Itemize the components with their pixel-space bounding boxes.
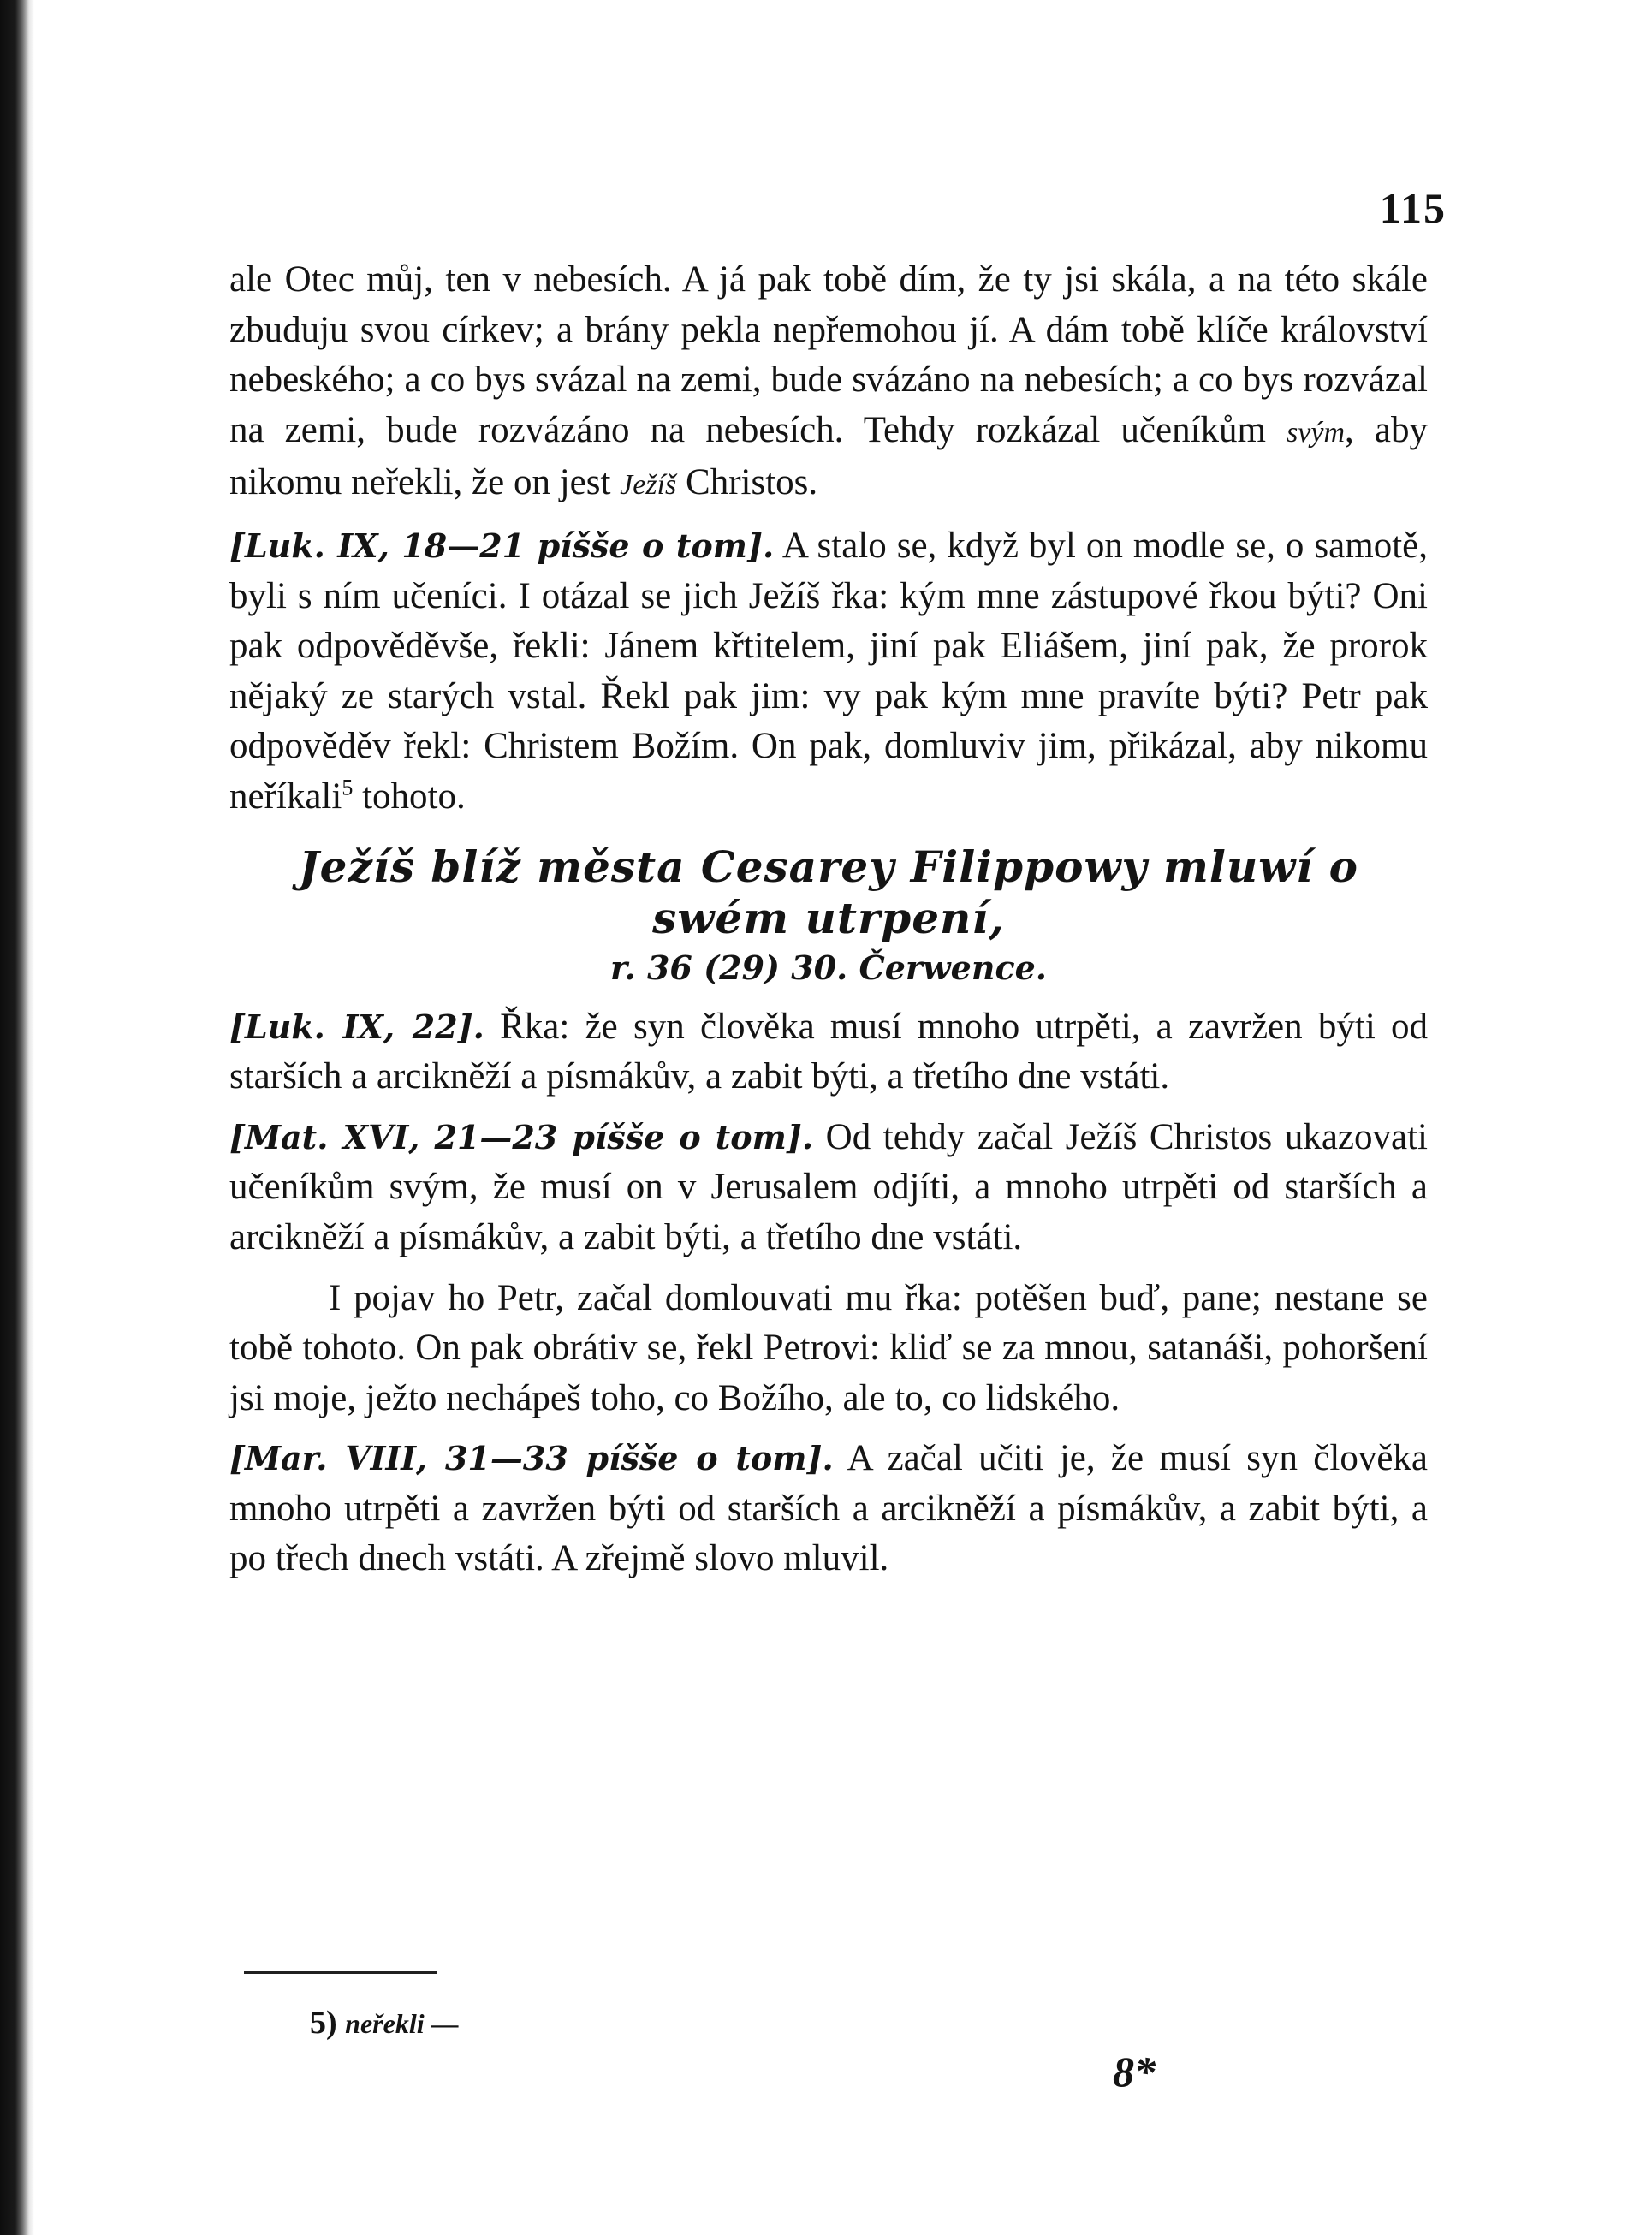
paragraph-1-text-end: Christos. bbox=[676, 462, 818, 503]
footnote-reference: 5 bbox=[342, 775, 354, 800]
section-date: r. 36 (29) 30. Čerwence. bbox=[609, 948, 1047, 987]
paragraph-2-text-end: tohoto. bbox=[353, 776, 466, 817]
page-number: 115 bbox=[1379, 184, 1447, 232]
paragraph-2-text: A stalo se, když byl on modle se, o samotě, byli s ním učeníci. I otázal se jich Ježíš řka: kým mne zástupové řkou býti? Oni pak odpověděvše, řekli: Jánem křtitelem, jiní pak Eliášem, jiní pak, že prorok nějaký ze starých vstal. Řekl pak jim: vy pak kým mne pravíte býti? Petr pak odpověděv řekl: Christem Božím. On pak, domluviv jim, přikázal, aby nikomu neříkali bbox=[229, 525, 1428, 817]
footnote-number: 5) bbox=[310, 2005, 337, 2041]
section-paragraph-3 bbox=[229, 1274, 1428, 1424]
section-paragraph-2-text: Od tehdy začal Ježíš Christos ukazovati učeníkům svým, že musí on v Jerusalem odjíti, a mnoho utrpěti od starších a arcikněží a písmákův, a zabit býti, a třetího dne vstáti. bbox=[229, 1116, 1428, 1257]
footnote-text: neřekli — bbox=[345, 2008, 459, 2039]
paragraph-1-text: ale Otec můj, ten v nebesích. A já pak tobě dím, že ty jsi skála, a na této skále zbuduju svou církev; a brány pekla nepřemohou jí. A dám tobě klíče království nebeského; a co bys svázal na zemi, bude svázáno na nebesích; a co bys rozvázal na zemi, bude rozvázáno na nebesích. Tehdy rozkázal učeníkům bbox=[229, 259, 1428, 450]
footnote-divider bbox=[244, 1971, 437, 1974]
section-heading: Ježíš blíž města Cesarey Filippowy mluwí o swém utrpení, bbox=[299, 841, 1358, 943]
section-paragraph-4-reference: [Mar. VIII, 31—33 píšše o tom]. bbox=[229, 1439, 834, 1478]
paragraph-1 bbox=[229, 255, 1428, 511]
paragraph-2-reference: [Luk. IX, 18—21 píšše o tom]. bbox=[229, 526, 775, 565]
paragraph-2 bbox=[229, 521, 1428, 823]
section-paragraph-1-reference: [Luk. IX, 22]. bbox=[229, 1007, 484, 1046]
printer-signature-mark: 8* bbox=[1113, 2048, 1156, 2095]
section-paragraph-2-reference: [Mat. XVI, 21—23 píšše o tom]. bbox=[229, 1117, 814, 1156]
paragraph-1-italic: svým bbox=[1287, 416, 1346, 449]
paragraph-1-text-after: , aby nikomu neřekli, že on jest bbox=[229, 409, 1428, 503]
section-paragraph-4 bbox=[229, 1434, 1428, 1584]
paragraph-1-italic-2: Ježíš bbox=[620, 469, 677, 502]
section-paragraph-3-text: I pojav ho Petr, začal domlouvati mu řka: potěšen buď, pane; nestane se tobě tohoto. On pak obrátiv se, řekl Petrovi: kliď se za mnou, satanáši, pohoršení jsi moje, ježto nechápeš toho, co Božího, ale to, co lidského. bbox=[229, 1277, 1428, 1418]
main-text bbox=[229, 255, 1428, 1584]
section-paragraph-4-text: A začal učiti je, že musí syn člověka mnoho utrpěti a zavržen býti od starších a arcikněží a písmákův, a zabit býti, a po třech dnech vstáti. A zřejmě slovo mluvil. bbox=[229, 1438, 1428, 1579]
footnote bbox=[310, 2001, 909, 2045]
section-paragraph-1 bbox=[229, 1002, 1428, 1103]
section-paragraph-2 bbox=[229, 1113, 1428, 1263]
section-paragraph-1-text: Řka: že syn člověka musí mnoho utrpěti, a zavržen býti od starších a arcikněží a písmákův, a zabit býti, a třetího dne vstáti. bbox=[229, 1006, 1428, 1097]
